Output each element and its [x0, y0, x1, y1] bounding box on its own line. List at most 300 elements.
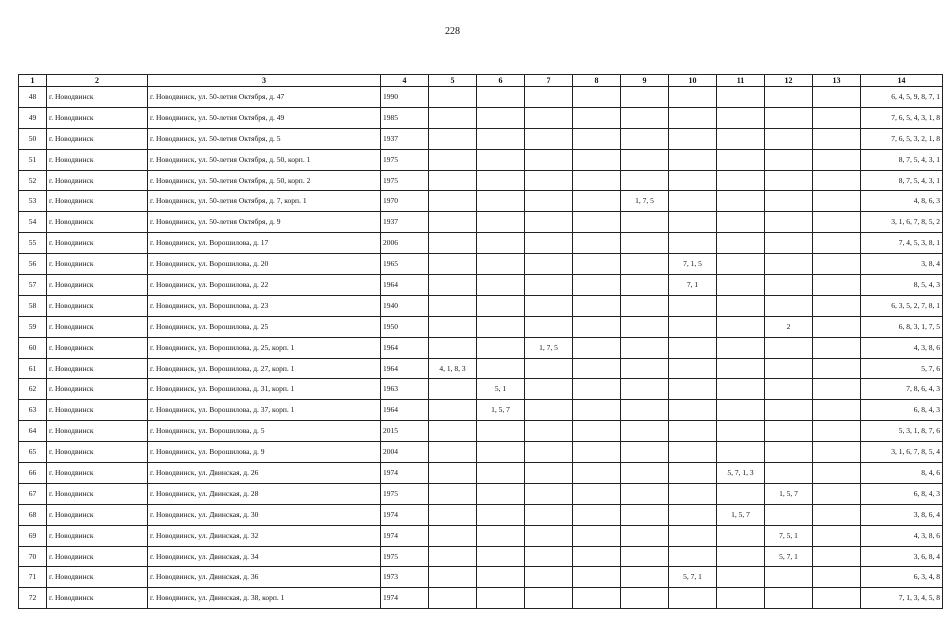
table-cell-col-12: 2	[765, 316, 813, 337]
table-cell-col-1: 65	[19, 442, 47, 463]
table-cell-col-11	[717, 379, 765, 400]
table-cell-col-7	[525, 212, 573, 233]
table-cell-col-8	[573, 254, 621, 275]
table-cell-col-5	[429, 421, 477, 442]
table-cell-col-1: 59	[19, 316, 47, 337]
table-cell-col-3: г. Новодвинск, ул. Ворошилова, д. 22	[148, 275, 381, 296]
table-cell-col-11	[717, 546, 765, 567]
table-cell-col-3: г. Новодвинск, ул. 50-летия Октября, д. 7, корп. 1	[148, 191, 381, 212]
table-cell-col-2: г. Новодвинск	[47, 567, 148, 588]
table-cell-col-8	[573, 504, 621, 525]
table-cell-col-3: г. Новодвинск, ул. Ворошилова, д. 27, корп. 1	[148, 358, 381, 379]
table-cell-col-9	[621, 525, 669, 546]
table-row	[19, 337, 943, 358]
table-cell-col-10	[669, 504, 717, 525]
table-cell-col-3: г. Новодвинск, ул. 50-летия Октября, д. 50, корп. 1	[148, 149, 381, 170]
table-cell-col-14: 5, 3, 1, 8, 7, 6	[861, 421, 943, 442]
table-cell-col-14: 6, 8, 3, 1, 7, 5	[861, 316, 943, 337]
table-cell-col-11: 1, 5, 7	[717, 504, 765, 525]
table-cell-col-2: г. Новодвинск	[47, 337, 148, 358]
table-cell-col-3: г. Новодвинск, ул. Двинская, д. 26	[148, 463, 381, 484]
table-cell-col-4: 1974	[381, 588, 429, 609]
table-body	[19, 87, 943, 609]
table-cell-col-14: 3, 8, 6, 4	[861, 504, 943, 525]
table-cell-col-1: 69	[19, 525, 47, 546]
table-cell-col-3: г. Новодвинск, ул. 50-летия Октября, д. 49	[148, 107, 381, 128]
table-cell-col-2: г. Новодвинск	[47, 400, 148, 421]
table-cell-col-8	[573, 191, 621, 212]
table-cell-col-7	[525, 588, 573, 609]
table-cell-col-12	[765, 379, 813, 400]
table-cell-col-1: 52	[19, 170, 47, 191]
table-cell-col-3: г. Новодвинск, ул. Двинская, д. 28	[148, 483, 381, 504]
table-cell-col-6	[477, 525, 525, 546]
table-cell-col-8	[573, 316, 621, 337]
table-cell-col-4: 2004	[381, 442, 429, 463]
table-cell-col-2: г. Новодвинск	[47, 149, 148, 170]
table-cell-col-11	[717, 233, 765, 254]
table-cell-col-14: 7, 4, 5, 3, 8, 1	[861, 233, 943, 254]
table-cell-col-9	[621, 379, 669, 400]
table-cell-col-14: 6, 3, 4, 8	[861, 567, 943, 588]
table-row	[19, 128, 943, 149]
table-cell-col-5	[429, 525, 477, 546]
table-cell-col-4: 1973	[381, 567, 429, 588]
table-cell-col-10	[669, 295, 717, 316]
table-cell-col-8	[573, 463, 621, 484]
table-cell-col-11	[717, 87, 765, 108]
table-cell-col-8	[573, 128, 621, 149]
table-cell-col-11	[717, 254, 765, 275]
table-cell-col-11	[717, 567, 765, 588]
table-cell-col-11	[717, 316, 765, 337]
table-row	[19, 254, 943, 275]
table-cell-col-1: 63	[19, 400, 47, 421]
table-cell-col-2: г. Новодвинск	[47, 525, 148, 546]
table-cell-col-7	[525, 567, 573, 588]
table-cell-col-7	[525, 107, 573, 128]
table-cell-col-10	[669, 316, 717, 337]
table-cell-col-8	[573, 379, 621, 400]
table-cell-col-6	[477, 588, 525, 609]
table-cell-col-13	[813, 442, 861, 463]
table-row	[19, 295, 943, 316]
table-cell-col-13	[813, 254, 861, 275]
table-cell-col-12	[765, 295, 813, 316]
table-cell-col-11	[717, 400, 765, 421]
table-cell-col-3: г. Новодвинск, ул. 50-летия Октября, д. 50, корп. 2	[148, 170, 381, 191]
table-cell-col-4: 1975	[381, 483, 429, 504]
table-cell-col-7	[525, 316, 573, 337]
table-cell-col-13	[813, 504, 861, 525]
table-cell-col-8	[573, 567, 621, 588]
table-cell-col-8	[573, 442, 621, 463]
table-cell-col-10	[669, 588, 717, 609]
table-cell-col-5	[429, 149, 477, 170]
table-cell-col-13	[813, 316, 861, 337]
table-cell-col-13	[813, 233, 861, 254]
table-row	[19, 525, 943, 546]
table-cell-col-7	[525, 525, 573, 546]
table-cell-col-11	[717, 337, 765, 358]
table-cell-col-5	[429, 87, 477, 108]
table-cell-col-1: 64	[19, 421, 47, 442]
table-cell-col-5	[429, 400, 477, 421]
table-row	[19, 442, 943, 463]
table-cell-col-14: 4, 8, 6, 3	[861, 191, 943, 212]
table-cell-col-8	[573, 400, 621, 421]
table-cell-col-14: 3, 8, 4	[861, 254, 943, 275]
table-cell-col-14: 7, 8, 6, 4, 3	[861, 379, 943, 400]
table-cell-col-4: 1940	[381, 295, 429, 316]
table-cell-col-5	[429, 588, 477, 609]
table-cell-col-1: 57	[19, 275, 47, 296]
table-cell-col-10	[669, 107, 717, 128]
table-cell-col-2: г. Новодвинск	[47, 504, 148, 525]
table-row	[19, 233, 943, 254]
column-header-11: 11	[717, 75, 765, 87]
table-cell-col-5	[429, 254, 477, 275]
table-cell-col-4: 1990	[381, 87, 429, 108]
table-cell-col-9	[621, 233, 669, 254]
table-cell-col-7	[525, 546, 573, 567]
table-cell-col-14: 6, 4, 5, 9, 8, 7, 1	[861, 87, 943, 108]
table-cell-col-11	[717, 170, 765, 191]
table-row	[19, 379, 943, 400]
table-cell-col-8	[573, 275, 621, 296]
table-cell-col-6	[477, 191, 525, 212]
table-cell-col-2: г. Новодвинск	[47, 254, 148, 275]
table-cell-col-1: 60	[19, 337, 47, 358]
table-cell-col-4: 1975	[381, 149, 429, 170]
table-cell-col-3: г. Новодвинск, ул. Двинская, д. 36	[148, 567, 381, 588]
table-cell-col-1: 66	[19, 463, 47, 484]
table-cell-col-3: г. Новодвинск, ул. Ворошилова, д. 25, корп. 1	[148, 337, 381, 358]
table-cell-col-6: 1, 5, 7	[477, 400, 525, 421]
table-row	[19, 504, 943, 525]
table-cell-col-10	[669, 379, 717, 400]
table-cell-col-1: 53	[19, 191, 47, 212]
table-cell-col-11: 5, 7, 1, 3	[717, 463, 765, 484]
table-cell-col-10	[669, 170, 717, 191]
table-cell-col-10	[669, 191, 717, 212]
table-cell-col-13	[813, 483, 861, 504]
table-cell-col-9	[621, 463, 669, 484]
table-cell-col-3: г. Новодвинск, ул. Двинская, д. 34	[148, 546, 381, 567]
table-cell-col-6	[477, 87, 525, 108]
table-cell-col-7	[525, 379, 573, 400]
table-cell-col-12	[765, 254, 813, 275]
table-cell-col-3: г. Новодвинск, ул. Ворошилова, д. 37, корп. 1	[148, 400, 381, 421]
table-cell-col-2: г. Новодвинск	[47, 170, 148, 191]
column-header-8: 8	[573, 75, 621, 87]
column-header-13: 13	[813, 75, 861, 87]
table-cell-col-13	[813, 400, 861, 421]
table-header-row	[19, 75, 943, 87]
table-cell-col-7	[525, 191, 573, 212]
table-cell-col-2: г. Новодвинск	[47, 107, 148, 128]
table-cell-col-9	[621, 149, 669, 170]
table-cell-col-13	[813, 170, 861, 191]
table-cell-col-9	[621, 546, 669, 567]
table-cell-col-14: 8, 7, 5, 4, 3, 1	[861, 170, 943, 191]
table-cell-col-5	[429, 546, 477, 567]
table-cell-col-3: г. Новодвинск, ул. Двинская, д. 32	[148, 525, 381, 546]
table-cell-col-7	[525, 149, 573, 170]
table-cell-col-14: 6, 8, 4, 3	[861, 400, 943, 421]
table-cell-col-5	[429, 463, 477, 484]
table-cell-col-9	[621, 87, 669, 108]
table-cell-col-12: 1, 5, 7	[765, 483, 813, 504]
table-cell-col-4: 1965	[381, 254, 429, 275]
table-cell-col-13	[813, 149, 861, 170]
table-cell-col-8	[573, 483, 621, 504]
table-cell-col-11	[717, 358, 765, 379]
table-cell-col-4: 1963	[381, 379, 429, 400]
column-header-10: 10	[669, 75, 717, 87]
table-cell-col-13	[813, 87, 861, 108]
table-cell-col-12	[765, 191, 813, 212]
table-cell-col-4: 1937	[381, 212, 429, 233]
column-header-3: 3	[148, 75, 381, 87]
table-cell-col-9	[621, 170, 669, 191]
table-row	[19, 149, 943, 170]
table-cell-col-5: 4, 1, 8, 3	[429, 358, 477, 379]
table-cell-col-13	[813, 107, 861, 128]
table-cell-col-1: 55	[19, 233, 47, 254]
table-cell-col-13	[813, 463, 861, 484]
table-cell-col-6	[477, 107, 525, 128]
table-cell-col-4: 1964	[381, 358, 429, 379]
table-cell-col-7	[525, 254, 573, 275]
table-cell-col-13	[813, 379, 861, 400]
column-header-9: 9	[621, 75, 669, 87]
table-cell-col-4: 1975	[381, 170, 429, 191]
table-row	[19, 400, 943, 421]
table-cell-col-14: 3, 6, 8, 4	[861, 546, 943, 567]
table-cell-col-6	[477, 421, 525, 442]
table-cell-col-12	[765, 442, 813, 463]
table-cell-col-14: 4, 3, 8, 6	[861, 337, 943, 358]
table-cell-col-10	[669, 128, 717, 149]
table-cell-col-1: 68	[19, 504, 47, 525]
table-cell-col-9	[621, 442, 669, 463]
table-cell-col-1: 70	[19, 546, 47, 567]
table-cell-col-4: 2006	[381, 233, 429, 254]
table-cell-col-1: 72	[19, 588, 47, 609]
table-cell-col-12	[765, 504, 813, 525]
table-cell-col-13	[813, 337, 861, 358]
table-cell-col-4: 1950	[381, 316, 429, 337]
table-cell-col-6	[477, 295, 525, 316]
table-cell-col-1: 49	[19, 107, 47, 128]
table-cell-col-14: 7, 6, 5, 3, 2, 1, 8	[861, 128, 943, 149]
table-cell-col-4: 1974	[381, 504, 429, 525]
table-cell-col-4: 1974	[381, 525, 429, 546]
table-cell-col-12	[765, 149, 813, 170]
table-cell-col-10	[669, 525, 717, 546]
table-cell-col-11	[717, 588, 765, 609]
table-cell-col-2: г. Новодвинск	[47, 191, 148, 212]
table-cell-col-9	[621, 254, 669, 275]
table-cell-col-12	[765, 107, 813, 128]
table-cell-col-4: 1985	[381, 107, 429, 128]
table-cell-col-2: г. Новодвинск	[47, 128, 148, 149]
table-cell-col-6	[477, 233, 525, 254]
table-cell-col-8	[573, 337, 621, 358]
table-row	[19, 588, 943, 609]
table-cell-col-6	[477, 337, 525, 358]
table-cell-col-13	[813, 128, 861, 149]
table-cell-col-9	[621, 107, 669, 128]
table-cell-col-2: г. Новодвинск	[47, 588, 148, 609]
table-cell-col-9	[621, 316, 669, 337]
table-cell-col-12	[765, 463, 813, 484]
housing-registry-table	[18, 74, 943, 609]
table-cell-col-12	[765, 400, 813, 421]
table-cell-col-11	[717, 212, 765, 233]
table-row	[19, 107, 943, 128]
table-cell-col-3: г. Новодвинск, ул. Ворошилова, д. 31, корп. 1	[148, 379, 381, 400]
table-cell-col-7	[525, 275, 573, 296]
table-cell-col-8	[573, 87, 621, 108]
table-cell-col-2: г. Новодвинск	[47, 379, 148, 400]
table-row	[19, 212, 943, 233]
table-cell-col-6	[477, 128, 525, 149]
table-cell-col-2: г. Новодвинск	[47, 275, 148, 296]
table-cell-col-5	[429, 567, 477, 588]
table-cell-col-5	[429, 483, 477, 504]
table-cell-col-14: 8, 4, 6	[861, 463, 943, 484]
table-cell-col-8	[573, 525, 621, 546]
table-cell-col-12	[765, 170, 813, 191]
table-row	[19, 87, 943, 108]
table-cell-col-2: г. Новодвинск	[47, 87, 148, 108]
table-cell-col-6	[477, 149, 525, 170]
column-header-12: 12	[765, 75, 813, 87]
table-cell-col-7	[525, 233, 573, 254]
table-cell-col-5	[429, 316, 477, 337]
table-row	[19, 275, 943, 296]
table-cell-col-4: 1970	[381, 191, 429, 212]
table-cell-col-14: 7, 6, 5, 4, 3, 1, 8	[861, 107, 943, 128]
table-cell-col-1: 58	[19, 295, 47, 316]
table-cell-col-9	[621, 128, 669, 149]
table-cell-col-1: 56	[19, 254, 47, 275]
column-header-14: 14	[861, 75, 943, 87]
table-cell-col-8	[573, 546, 621, 567]
table-cell-col-8	[573, 588, 621, 609]
table-cell-col-8	[573, 358, 621, 379]
table-cell-col-7	[525, 170, 573, 191]
table-cell-col-5	[429, 442, 477, 463]
table-cell-col-11	[717, 149, 765, 170]
table-cell-col-2: г. Новодвинск	[47, 316, 148, 337]
table-cell-col-12	[765, 337, 813, 358]
table-cell-col-10	[669, 337, 717, 358]
table-cell-col-11	[717, 421, 765, 442]
table-cell-col-7	[525, 504, 573, 525]
table-cell-col-5	[429, 128, 477, 149]
table-cell-col-6	[477, 504, 525, 525]
table-cell-col-12	[765, 588, 813, 609]
table-cell-col-14: 5, 7, 6	[861, 358, 943, 379]
table-cell-col-3: г. Новодвинск, ул. Ворошилова, д. 17	[148, 233, 381, 254]
table-cell-col-5	[429, 191, 477, 212]
table-cell-col-8	[573, 107, 621, 128]
table-cell-col-8	[573, 149, 621, 170]
table-cell-col-10	[669, 400, 717, 421]
table-cell-col-9	[621, 337, 669, 358]
table-cell-col-5	[429, 170, 477, 191]
table-cell-col-7	[525, 442, 573, 463]
table-cell-col-6: 5, 1	[477, 379, 525, 400]
table-cell-col-2: г. Новодвинск	[47, 463, 148, 484]
table-cell-col-6	[477, 463, 525, 484]
table-cell-col-12	[765, 233, 813, 254]
table-cell-col-3: г. Новодвинск, ул. 50-летия Октября, д. 9	[148, 212, 381, 233]
table-cell-col-1: 50	[19, 128, 47, 149]
table-cell-col-14: 8, 7, 5, 4, 3, 1	[861, 149, 943, 170]
table-cell-col-9	[621, 358, 669, 379]
table-cell-col-6	[477, 567, 525, 588]
table-cell-col-7: 1, 7, 5	[525, 337, 573, 358]
table-cell-col-7	[525, 87, 573, 108]
table-cell-col-3: г. Новодвинск, ул. Двинская, д. 38, корп. 1	[148, 588, 381, 609]
table-cell-col-8	[573, 233, 621, 254]
table-cell-col-5	[429, 379, 477, 400]
table-cell-col-1: 48	[19, 87, 47, 108]
table-cell-col-9	[621, 483, 669, 504]
column-header-1: 1	[19, 75, 47, 87]
table-cell-col-2: г. Новодвинск	[47, 358, 148, 379]
table-cell-col-9: 1, 7, 5	[621, 191, 669, 212]
table-cell-col-10	[669, 483, 717, 504]
table-cell-col-5	[429, 212, 477, 233]
table-cell-col-1: 71	[19, 567, 47, 588]
table-cell-col-10: 5, 7, 1	[669, 567, 717, 588]
table-cell-col-2: г. Новодвинск	[47, 442, 148, 463]
table-cell-col-10	[669, 421, 717, 442]
table-cell-col-10: 7, 1, 5	[669, 254, 717, 275]
table-cell-col-2: г. Новодвинск	[47, 212, 148, 233]
table-cell-col-3: г. Новодвинск, ул. Ворошилова, д. 5	[148, 421, 381, 442]
table-cell-col-7	[525, 463, 573, 484]
table-cell-col-8	[573, 295, 621, 316]
table-cell-col-13	[813, 525, 861, 546]
table-cell-col-10	[669, 149, 717, 170]
table-cell-col-11	[717, 295, 765, 316]
table-cell-col-10	[669, 546, 717, 567]
table-cell-col-1: 61	[19, 358, 47, 379]
table-cell-col-11	[717, 525, 765, 546]
table-cell-col-9	[621, 588, 669, 609]
table-cell-col-14: 4, 3, 8, 6	[861, 525, 943, 546]
table-cell-col-13	[813, 421, 861, 442]
table-cell-col-9	[621, 275, 669, 296]
table-cell-col-10	[669, 233, 717, 254]
table-cell-col-4: 1964	[381, 400, 429, 421]
table-cell-col-7	[525, 483, 573, 504]
table-row	[19, 170, 943, 191]
table-cell-col-14: 3, 1, 6, 7, 8, 5, 2	[861, 212, 943, 233]
table-cell-col-12	[765, 87, 813, 108]
table-cell-col-12: 5, 7, 1	[765, 546, 813, 567]
table-cell-col-5	[429, 504, 477, 525]
table-row	[19, 191, 943, 212]
column-header-7: 7	[525, 75, 573, 87]
table-cell-col-9	[621, 295, 669, 316]
